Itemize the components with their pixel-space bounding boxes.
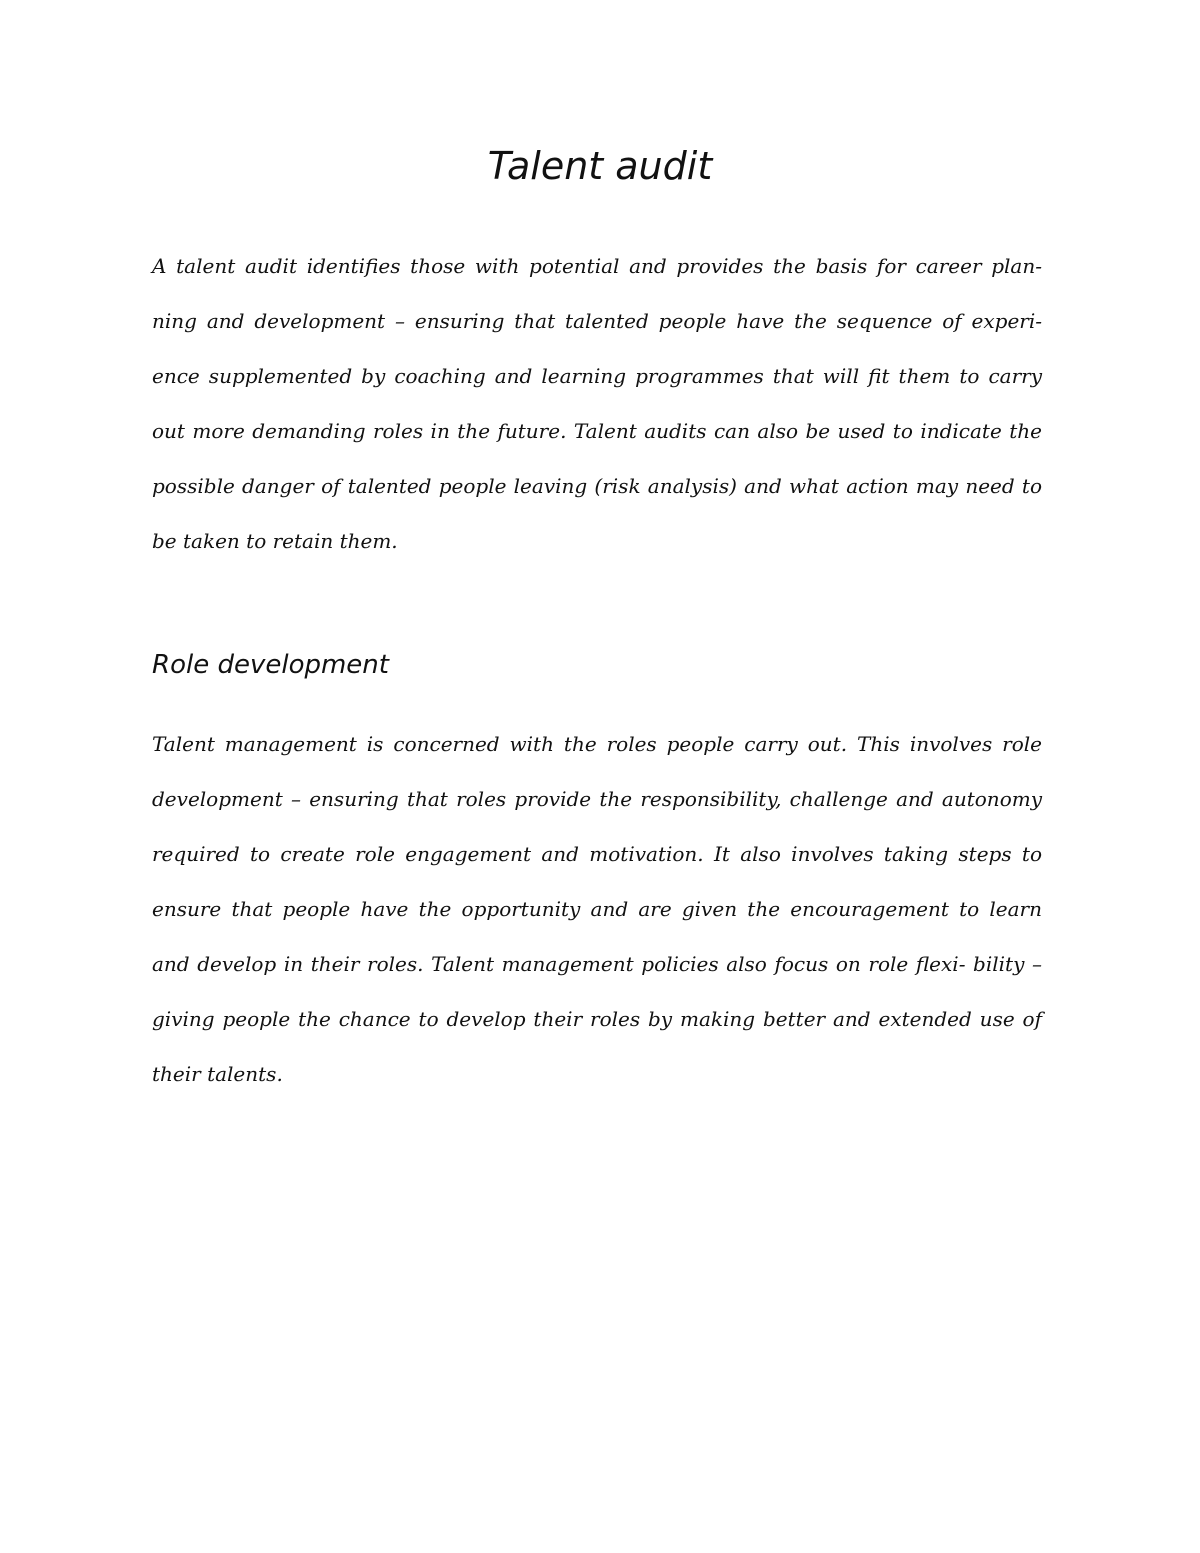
paragraph-line: out more demanding roles in the future. Talent audits can also be used to indicate the — [152, 419, 1042, 443]
paragraph-line: development – ensuring that roles provide the responsibility, challenge and autonomy — [152, 787, 1042, 811]
paragraph-line: ence supplemented by coaching and learning programmes that will fit them to carry — [152, 364, 1042, 388]
paragraph-line: ensure that people have the opportunity and are given the encouragement to learn — [152, 897, 1042, 921]
role-development-heading-wrap — [152, 647, 1042, 683]
role-development-paragraph — [152, 717, 1042, 1102]
paragraph-line: giving people the chance to develop their roles by making better and extended use of — [152, 1007, 1042, 1031]
paragraph-line: and develop in their roles. Talent management policies also focus on role flexi- bility – — [152, 952, 1042, 976]
document-title: Talent audit — [487, 144, 713, 188]
paragraph-line: be taken to retain them. — [152, 529, 398, 553]
paragraph-line: Talent management is concerned with the roles people carry out. This involves role — [152, 732, 1042, 756]
talent-audit-section — [152, 239, 1042, 569]
section-heading: Role development — [152, 650, 389, 680]
paragraph-line: required to create role engagement and motivation. It also involves taking steps to — [152, 842, 1042, 866]
paragraph-line: possible danger of talented people leaving (risk analysis) and what action may need to — [152, 474, 1042, 498]
paragraph-line: their talents. — [152, 1062, 283, 1086]
role-development-section — [152, 717, 1042, 1102]
paragraph-line: ning and development – ensuring that talented people have the sequence of experi- — [152, 309, 1042, 333]
talent-audit-paragraph — [152, 239, 1042, 569]
paragraph-line: A talent audit identifies those with potential and provides the basis for career plan- — [152, 254, 1042, 278]
